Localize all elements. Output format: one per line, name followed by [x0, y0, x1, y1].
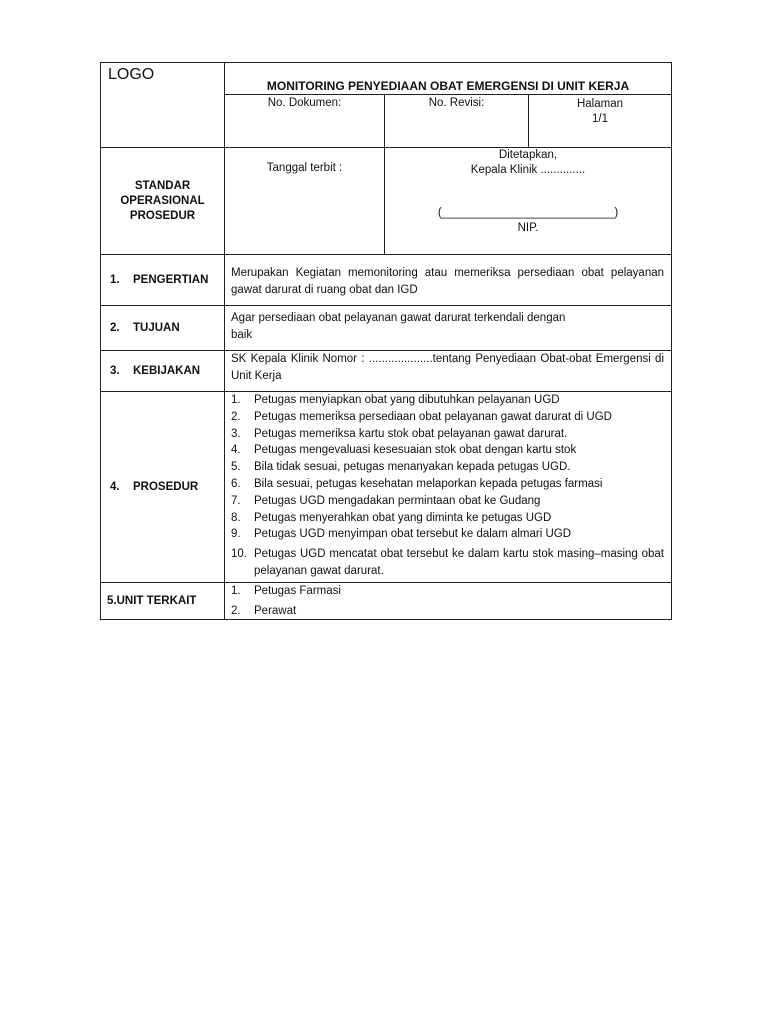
unit-terkait-item — [231, 603, 664, 620]
no-dokumen-label: No. Dokumen: — [267, 97, 342, 109]
unit-terkait-item — [231, 583, 664, 600]
nip-label: NIP. — [517, 222, 539, 234]
unit-terkait-item-number: 2. — [231, 604, 241, 617]
prosedur-step-item-number: 6. — [231, 477, 241, 490]
unit-terkait-label: 5.UNIT TERKAIT — [101, 582, 225, 620]
kebijakan-number: 3. — [110, 365, 120, 377]
prosedur-step-item-text: Petugas UGD menyimpan obat tersebut ke dalam almari UGD — [254, 528, 572, 541]
ditetapkan-label: Ditetapkan, — [498, 149, 558, 161]
unit-terkait-items — [225, 582, 672, 620]
tujuan-text — [225, 306, 672, 351]
kebijakan-label — [101, 351, 225, 392]
pengertian-label — [101, 255, 225, 306]
unit-terkait-item-text: Perawat — [254, 604, 297, 617]
prosedur-step-item-text: Petugas UGD mencatat obat tersebut ke dalam kartu stok masing–masing obat pelayanan gawat darurat. — [254, 548, 665, 577]
tujuan-number: 2. — [110, 322, 120, 334]
pengertian-text: Merupakan Kegiatan memonitoring atau memeriksa persediaan obat pelayanan gawat darurat di ruang obat dan IGD — [225, 255, 672, 306]
prosedur-step-item-text: Bila sesuai, petugas kesehatan melaporkan kepada petugas farmasi — [254, 477, 603, 490]
sop-line-3: PROSEDUR — [129, 209, 196, 222]
prosedur-label-text: PROSEDUR — [133, 480, 199, 493]
prosedur-step-item-text: Petugas menyiapkan obat yang dibutuhkan pelayanan UGD — [254, 394, 560, 406]
tujuan-label-text: TUJUAN — [133, 322, 180, 334]
prosedur-step-item — [231, 526, 664, 543]
no-dokumen — [225, 95, 385, 148]
prosedur-step-item-number: 10. — [231, 548, 247, 561]
prosedur-step-item — [231, 476, 664, 493]
halaman — [529, 95, 672, 148]
prosedur-step-item — [231, 442, 664, 459]
prosedur-step-item — [231, 510, 664, 527]
prosedur-step-item — [231, 392, 664, 409]
prosedur-step-item — [231, 459, 664, 476]
kebijakan-text: SK Kepala Klinik Nomor : ....................tentang Penyediaan Obat-obat Emergensi di Unit Kerja — [225, 351, 672, 392]
prosedur-step-item-text: Petugas mengevaluasi kesesuaian stok obat dengan kartu stok — [254, 444, 577, 457]
tujuan-line-1: Agar persediaan obat pelayanan gawat darurat terkendali dengan — [231, 312, 566, 324]
prosedur-step-item-text: Petugas memeriksa persediaan obat pelayanan gawat darurat di UGD — [254, 410, 612, 423]
halaman-label: Halaman — [576, 98, 624, 110]
document-title: MONITORING PENYEDIAAN OBAT EMERGENSI DI UNIT KERJA — [225, 63, 672, 95]
no-revisi — [385, 95, 529, 148]
logo: LOGO — [101, 63, 225, 148]
kepala-klinik: Kepala Klinik .............. — [470, 164, 586, 176]
unit-terkait-item-number: 1. — [231, 584, 241, 597]
prosedur-step-item — [231, 409, 664, 426]
ditetapkan-block — [385, 148, 672, 255]
prosedur-step-item-number: 7. — [231, 494, 241, 507]
prosedur-step-item — [231, 426, 664, 443]
prosedur-steps — [225, 392, 672, 583]
unit-terkait-item-text: Petugas Farmasi — [254, 584, 341, 597]
prosedur-step-item — [231, 546, 664, 580]
prosedur-label — [101, 392, 225, 583]
tujuan-label — [101, 306, 225, 351]
prosedur-step-item-text: Bila tidak sesuai, petugas menanyakan kepada petugas UGD. — [254, 461, 571, 474]
tanggal-terbit: Tanggal terbit : — [225, 148, 385, 255]
signature-line: (___________________________) — [437, 207, 619, 219]
prosedur-step-item — [231, 493, 664, 510]
unit-terkait-list — [231, 583, 664, 620]
tujuan-line-2: baik — [231, 329, 253, 341]
prosedur-number: 4. — [110, 480, 120, 493]
pengertian-label-text: PENGERTIAN — [133, 274, 209, 286]
sop-document — [100, 62, 672, 620]
pengertian-number: 1. — [110, 274, 120, 286]
prosedur-step-item-number: 8. — [231, 511, 241, 524]
prosedur-step-item-text: Petugas memeriksa kartu stok obat pelayanan gawat darurat. — [254, 427, 568, 440]
prosedur-step-item-number: 3. — [231, 427, 241, 440]
sop-line-2: OPERASIONAL — [120, 194, 205, 207]
prosedur-step-item-number: 4. — [231, 444, 241, 457]
prosedur-step-item-number: 9. — [231, 528, 241, 541]
prosedur-step-item-number: 5. — [231, 461, 241, 474]
prosedur-step-item-number: 1. — [231, 394, 241, 406]
halaman-value: 1/1 — [592, 113, 608, 125]
prosedur-step-item-number: 2. — [231, 410, 241, 423]
sop-line-1: STANDAR — [134, 179, 191, 192]
prosedur-step-item-text: Petugas UGD mengadakan permintaan obat ke Gudang — [254, 494, 541, 507]
sop-title — [101, 148, 225, 255]
prosedur-list — [231, 392, 664, 580]
kebijakan-label-text: KEBIJAKAN — [133, 365, 201, 377]
no-revisi-label: No. Revisi: — [428, 97, 485, 109]
prosedur-step-item-text: Petugas menyerahkan obat yang diminta ke petugas UGD — [254, 511, 552, 524]
